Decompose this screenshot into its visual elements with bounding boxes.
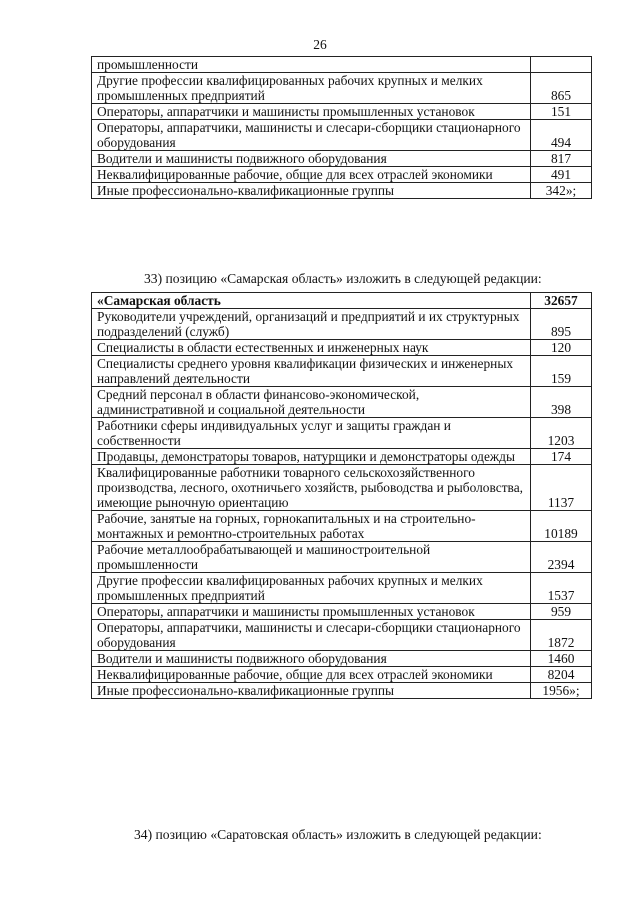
occupation-value: 120 bbox=[531, 340, 592, 356]
occupation-label: Операторы, аппаратчики, машинисты и слесари-сборщики стационарного оборудования bbox=[92, 120, 531, 151]
occupation-value: 817 bbox=[531, 151, 592, 167]
table-row bbox=[92, 120, 592, 151]
occupation-label: Водители и машинисты подвижного оборудования bbox=[92, 151, 531, 167]
occupation-label: Иные профессионально-квалификационные группы bbox=[92, 683, 531, 699]
occupation-value: 1460 bbox=[531, 651, 592, 667]
table-row bbox=[92, 387, 592, 418]
occupation-label: промышленности bbox=[92, 57, 531, 73]
occupation-label: Работники сферы индивидуальных услуг и защиты граждан и собственности bbox=[92, 418, 531, 449]
occupation-label: Неквалифицированные рабочие, общие для всех отраслей экономики bbox=[92, 167, 531, 183]
table-row bbox=[92, 167, 592, 183]
occupation-label: Руководители учреждений, организаций и предприятий и их структурных подразделений (служб) bbox=[92, 309, 531, 340]
occupation-value: 959 bbox=[531, 604, 592, 620]
occupation-label: Неквалифицированные рабочие, общие для всех отраслей экономики bbox=[92, 667, 531, 683]
table-row bbox=[92, 151, 592, 167]
table-row bbox=[92, 465, 592, 511]
occupation-value: 1137 bbox=[531, 465, 592, 511]
occupation-label: Другие профессии квалифицированных рабочих крупных и мелких промышленных предприятий bbox=[92, 573, 531, 604]
table-row bbox=[92, 683, 592, 699]
occupation-value: 865 bbox=[531, 73, 592, 104]
table-row bbox=[92, 449, 592, 465]
occupation-value: 1537 bbox=[531, 573, 592, 604]
table1-body bbox=[92, 57, 592, 199]
samara-region-table bbox=[91, 292, 592, 699]
table-row bbox=[92, 356, 592, 387]
occupation-value bbox=[531, 57, 592, 73]
table-header-row bbox=[92, 293, 592, 309]
occupation-label: Продавцы, демонстраторы товаров, натурщики и демонстраторы одежды bbox=[92, 449, 531, 465]
table-row bbox=[92, 309, 592, 340]
table-row bbox=[92, 604, 592, 620]
occupation-value: 159 bbox=[531, 356, 592, 387]
occupation-value: 494 bbox=[531, 120, 592, 151]
occupation-label: Другие профессии квалифицированных рабочих крупных и мелких промышленных предприятий bbox=[92, 73, 531, 104]
occupation-value: 10189 bbox=[531, 511, 592, 542]
occupation-label: Специалисты среднего уровня квалификации физических и инженерных направлений деятельности bbox=[92, 356, 531, 387]
occupation-value: 174 bbox=[531, 449, 592, 465]
occupation-value: 491 bbox=[531, 167, 592, 183]
occupation-label: Водители и машинисты подвижного оборудования bbox=[92, 651, 531, 667]
occupation-value: 1956»; bbox=[531, 683, 592, 699]
occupation-value: 895 bbox=[531, 309, 592, 340]
region-total: 32657 bbox=[531, 293, 592, 309]
occupation-value: 2394 bbox=[531, 542, 592, 573]
table-row bbox=[92, 511, 592, 542]
occupation-label: Рабочие металлообрабатывающей и машиностроительной промышленности bbox=[92, 542, 531, 573]
table2-body bbox=[92, 293, 592, 699]
table-row bbox=[92, 340, 592, 356]
occupation-label: Операторы, аппаратчики, машинисты и слесари-сборщики стационарного оборудования bbox=[92, 620, 531, 651]
table-row bbox=[92, 73, 592, 104]
table-row bbox=[92, 104, 592, 120]
occupation-value: 8204 bbox=[531, 667, 592, 683]
occupation-value: 151 bbox=[531, 104, 592, 120]
paragraph-34: 34) позицию «Саратовская область» изложить в следующей редакции: bbox=[134, 827, 542, 842]
occupation-value: 398 bbox=[531, 387, 592, 418]
table-row bbox=[92, 667, 592, 683]
table-row bbox=[92, 620, 592, 651]
occupation-table-continued bbox=[91, 56, 592, 199]
occupation-label: Операторы, аппаратчики и машинисты промышленных установок bbox=[92, 604, 531, 620]
occupation-label: Специалисты в области естественных и инженерных наук bbox=[92, 340, 531, 356]
occupation-label: Квалифицированные работники товарного сельскохозяйственного производства, лесного, охотничьего хозяйств, рыбоводства и рыболовства, имеющие рыночную ориентацию bbox=[92, 465, 531, 511]
page-number: 26 bbox=[313, 37, 327, 52]
table-row bbox=[92, 418, 592, 449]
table-row bbox=[92, 57, 592, 73]
table-row bbox=[92, 651, 592, 667]
paragraph-33: 33) позицию «Самарская область» изложить в следующей редакции: bbox=[144, 271, 542, 286]
occupation-label: Операторы, аппаратчики и машинисты промышленных установок bbox=[92, 104, 531, 120]
occupation-value: 342»; bbox=[531, 183, 592, 199]
table-row bbox=[92, 573, 592, 604]
region-name: «Самарская область bbox=[92, 293, 531, 309]
occupation-label: Рабочие, занятые на горных, горнокапитальных и на строительно-монтажных и ремонтно-строительных работах bbox=[92, 511, 531, 542]
occupation-label: Средний персонал в области финансово-экономической, административной и социальной деятельности bbox=[92, 387, 531, 418]
occupation-value: 1872 bbox=[531, 620, 592, 651]
table-row bbox=[92, 542, 592, 573]
table-row bbox=[92, 183, 592, 199]
occupation-value: 1203 bbox=[531, 418, 592, 449]
occupation-label: Иные профессионально-квалификационные группы bbox=[92, 183, 531, 199]
